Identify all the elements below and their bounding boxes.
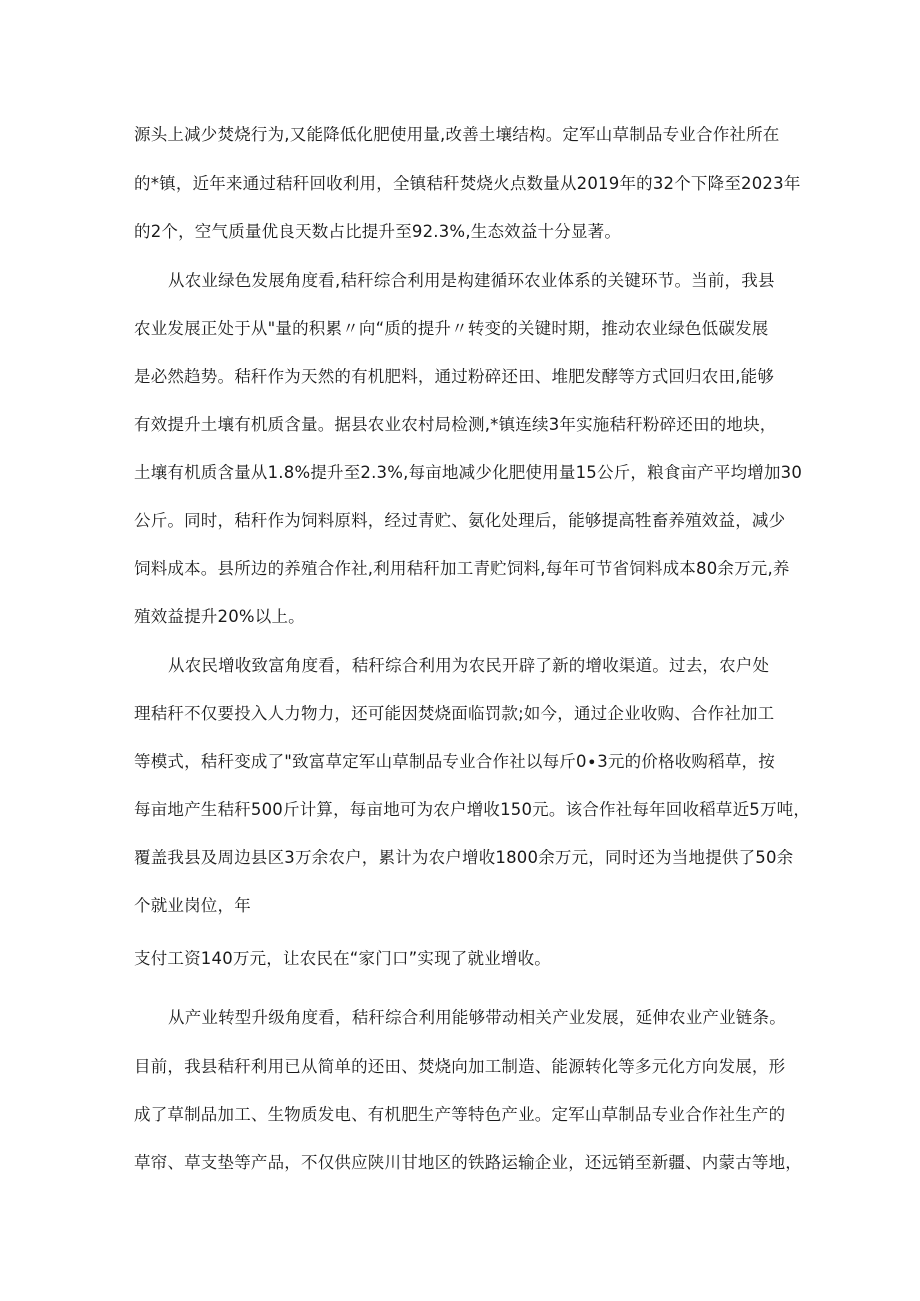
- text-line: 目前，我县秸秆利用已从简单的还田、焚烧向加工制造、能源转化等多元化方向发展，形: [134, 1057, 786, 1076]
- text-line: 的2个，空气质量优良天数占比提升至92.3%,生态效益十分显著。: [134, 222, 622, 241]
- text-line: 覆盖我县及周边县区3万余农户，累计为农户增收1800余万元，同时还为当地提供了50余: [134, 848, 794, 867]
- text-line: 支付工资140万元，让农民在“家门口”实现了就业增收。: [134, 949, 551, 968]
- text-line: 草帘、草支垫等产品，不仅供应陕川甘地区的铁路运输企业，还远销至新疆、内蒙古等地，: [134, 1153, 802, 1172]
- text-line: 饲料成本。县所边的养殖合作社,利用秸秆加工青贮饲料,每年可节省饲料成本80余万元,养: [134, 559, 790, 578]
- text-line: 成了草制品加工、生物质发电、有机肥生产等特色产业。定军山草制品专业合作社生产的: [134, 1105, 786, 1124]
- paragraph-first-line: 从产业转型升级角度看，秸秆综合利用能够带动相关产业发展，延伸农业产业链条。: [168, 1008, 786, 1027]
- text-line: 有效提升土壤有机质含量。据县农业农村局检测,*镇连续3年实施秸秆粉碎还田的地块，: [134, 415, 777, 434]
- text-line: 等模式，秸秆变成了"致富草定军山草制品专业合作社以每斤0∙3元的价格收购稻草，按: [134, 752, 775, 771]
- text-line: 理秸秆不仅要投入人力物力，还可能因焚烧面临罚款;如今，通过企业收购、合作社加工: [134, 704, 775, 723]
- paragraph-first-line: 从农民增收致富角度看，秸秆综合利用为农民开辟了新的增收渠道。过去，农户处: [168, 656, 770, 675]
- text-line: 源头上减少焚烧行为,又能降低化肥使用量,改善土壤结构。定军山草制品专业合作社所在: [134, 125, 780, 144]
- text-line: 是必然趋势。秸秆作为天然的有机肥料，通过粉碎还田、堆肥发酵等方式回归农田,能够: [134, 367, 775, 386]
- text-line: 土壤有机质含量从1.8%提升至2.3%,每亩地减少化肥使用量15公斤，粮食亩产平均增加30: [134, 463, 803, 482]
- text-line: 每亩地产生秸秆500斤计算，每亩地可为农户增收150元。该合作社每年回收稻草近5万吨，: [134, 800, 811, 819]
- paragraph-first-line: 从农业绿色发展角度看,秸秆综合利用是构建循环农业体系的关键环节。当前，我县: [168, 271, 775, 290]
- text-line: 殖效益提升20%以上。: [134, 607, 305, 626]
- text-line: 公斤。同时，秸秆作为饲料原料，经过青贮、氨化处理后，能够提高牲畜养殖效益，减少: [134, 511, 786, 530]
- text-line: 个就业岗位，年: [134, 896, 251, 915]
- text-line: 农业发展正处于从"量的积累〃向“质的提升〃转变的关键时期，推动农业绿色低碳发展: [134, 319, 769, 338]
- text-line: 的*镇，近年来通过秸秆回收利用，全镇秸秆焚烧火点数量从2019年的32个下降至2023年: [134, 174, 801, 193]
